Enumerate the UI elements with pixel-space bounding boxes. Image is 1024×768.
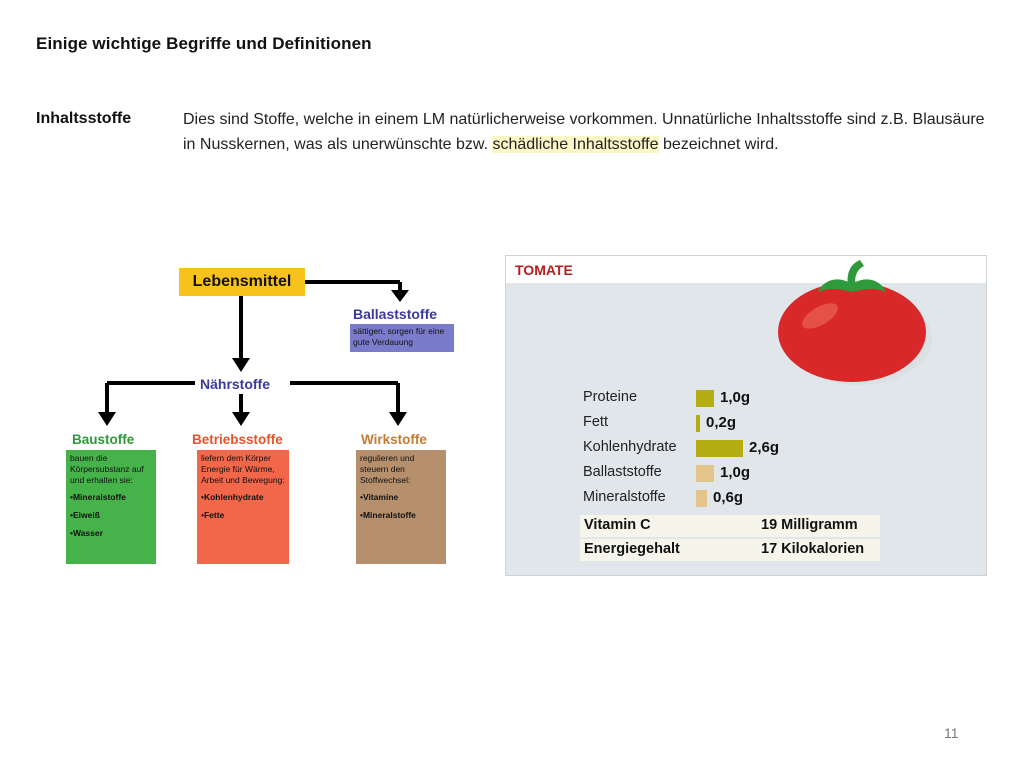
nutrient-value: 0,6g bbox=[713, 489, 744, 506]
list-item: •Eiweiß bbox=[70, 510, 100, 520]
term-heading: Inhaltsstoffe bbox=[36, 110, 132, 127]
nutrient-bar bbox=[696, 390, 714, 407]
highlighted-phrase: schädliche Inhaltsstoffe bbox=[492, 135, 659, 153]
vitamin-c-value: 19 Milligramm bbox=[761, 517, 858, 533]
wirkstoffe-description: regulieren und steuern den Stoffwechsel: bbox=[360, 453, 415, 485]
tomato-icon bbox=[776, 256, 966, 386]
nutrient-diagram bbox=[60, 262, 470, 572]
vitamin-c-row bbox=[580, 515, 880, 537]
nutrient-value: 0,2g bbox=[706, 414, 737, 431]
naehrstoffe-title: Nährstoffe bbox=[200, 376, 271, 392]
betriebsstoffe-box bbox=[197, 450, 289, 564]
nutrient-name: Fett bbox=[583, 414, 608, 430]
baustoffe-list bbox=[70, 492, 152, 539]
nutrient-name: Proteine bbox=[583, 389, 638, 405]
wirkstoffe-list bbox=[360, 492, 442, 521]
baustoffe-description: bauen die Körpersubstanz auf und erhalten sie: bbox=[70, 453, 144, 485]
wirkstoffe-box bbox=[356, 450, 446, 564]
nutrient-bar bbox=[696, 440, 743, 457]
ballaststoffe-description: sättigen, sorgen für eine gute Verdauung bbox=[350, 324, 454, 352]
tomato-body bbox=[778, 282, 926, 382]
diagram-root-lebensmittel: Lebensmittel bbox=[179, 268, 305, 296]
nutrient-name: Kohlenhydrate bbox=[583, 439, 677, 455]
nutrient-bar bbox=[696, 415, 700, 432]
definition-text-end: bezeichnet wird. bbox=[658, 135, 779, 153]
nutrient-bar bbox=[696, 490, 707, 507]
nutrient-value: 1,0g bbox=[720, 389, 751, 406]
nutrient-bar bbox=[696, 465, 714, 482]
energy-row bbox=[580, 539, 880, 561]
betriebsstoffe-list bbox=[201, 492, 285, 521]
energy-label: Energiegehalt bbox=[584, 541, 680, 557]
energy-value: 17 Kilokalorien bbox=[761, 541, 865, 557]
baustoffe-box bbox=[66, 450, 156, 564]
arrowhead-baustoffe bbox=[98, 412, 116, 426]
nutrient-name: Mineralstoffe bbox=[583, 489, 666, 505]
vitamin-c-label: Vitamin C bbox=[584, 517, 651, 533]
arrowhead-wirkstoffe bbox=[389, 412, 407, 426]
wirkstoffe-title: Wirkstoffe bbox=[361, 432, 427, 447]
arrowhead-naehr bbox=[232, 358, 250, 372]
nutrient-value: 2,6g bbox=[749, 439, 780, 456]
ballaststoffe-title: Ballaststoffe bbox=[353, 306, 438, 322]
list-item: •Wasser bbox=[70, 528, 103, 538]
list-item: •Vitamine bbox=[360, 492, 399, 502]
list-item: •Kohlenhydrate bbox=[201, 492, 264, 502]
arrowhead-betriebsstoffe bbox=[232, 412, 250, 426]
list-item: •Fette bbox=[201, 510, 225, 520]
tomato-nutrition-panel bbox=[505, 255, 987, 576]
tomato-title: TOMATE bbox=[515, 262, 573, 278]
betriebsstoffe-description: liefern dem Körper Energie für Wärme, Arbeit und Bewegung: bbox=[201, 453, 285, 485]
nutrient-name: Ballaststoffe bbox=[583, 464, 662, 480]
term-definition bbox=[183, 108, 993, 157]
nutrient-value: 1,0g bbox=[720, 464, 751, 481]
list-item: •Mineralstoffe bbox=[360, 510, 416, 520]
betriebsstoffe-title: Betriebsstoffe bbox=[192, 432, 283, 447]
page-number: 11 bbox=[944, 725, 959, 741]
definition-text: Dies sind Stoffe, welche in einem LM natürlicherweise vorkommen. Unnatürliche Inhaltsstoffe sind z.B. Blausäure in Nusskernen, was als unerwünschte bzw. bbox=[183, 111, 985, 153]
arrowhead-ballast bbox=[391, 290, 409, 302]
slide-title: Einige wichtige Begriffe und Definitionen bbox=[36, 34, 372, 53]
list-item: •Mineralstoffe bbox=[70, 492, 126, 502]
baustoffe-title: Baustoffe bbox=[72, 432, 135, 447]
